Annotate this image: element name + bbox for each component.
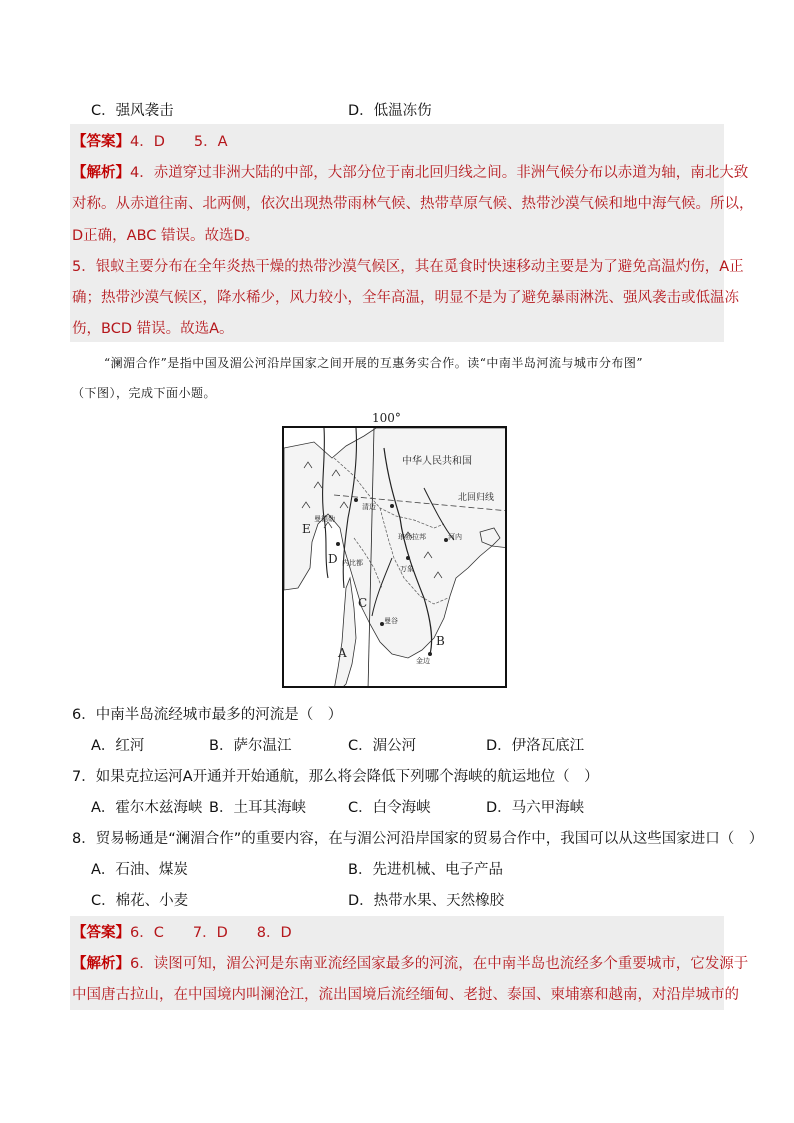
map-letter-b: B bbox=[436, 634, 445, 648]
city-label: 曼谷 bbox=[384, 617, 398, 625]
q6-option-c: C．湄公河 bbox=[348, 738, 417, 754]
city-label: 金边 bbox=[416, 657, 430, 665]
analysis-line: 对称。从赤道往南、北两侧，依次出现热带雨林气候、热带草原气候、热带沙漠气候和地中海气候。所以， bbox=[72, 196, 754, 212]
q8-option-a: A．石油、煤炭 bbox=[91, 862, 188, 878]
tropic-label: 北回归线 bbox=[458, 493, 495, 503]
city-label: 曼德勒 bbox=[314, 515, 335, 523]
q8-option-c: C．棉花、小麦 bbox=[91, 893, 189, 909]
analysis-tag: 【解析】 bbox=[72, 956, 130, 972]
longitude-label: 100° bbox=[372, 411, 401, 425]
analysis-line: 5．银蚁主要分布在全年炎热干燥的热带沙漠气候区，其在觅食时快速移动主要是为了避免高温灼伤，A正 bbox=[72, 259, 744, 275]
q7-option-b: B．土耳其海峡 bbox=[209, 800, 306, 816]
question-7-stem: 7．如果克拉运河A开通并开始通航，那么将会降低下列哪个海峡的航运地位（ ） bbox=[72, 769, 599, 785]
map-letter-d: D bbox=[328, 552, 338, 566]
city-label: 清迈 bbox=[362, 503, 376, 511]
analysis-line: 【解析】6．读图可知，湄公河是东南亚流经国家最多的河流，在中南半岛也流经多个重要城市，它发源于 bbox=[72, 956, 749, 972]
map-letter-a: A bbox=[338, 646, 347, 660]
intro-line-2: （下图），完成下面小题。 bbox=[72, 386, 217, 400]
q8-option-d: D．热带水果、天然橡胶 bbox=[348, 893, 505, 909]
analysis-line: 中国唐古拉山，在中国境内叫澜沧江，流出国境后流经缅甸、老挝、泰国、柬埔寨和越南，对沿岸城市的 bbox=[72, 987, 739, 1003]
answer-line-2 bbox=[72, 923, 292, 943]
q7-option-a: A．霍尔木兹海峡 bbox=[91, 800, 203, 816]
q7-option-c: C．白令海峡 bbox=[348, 800, 431, 816]
q6-option-b: B．萨尔温江 bbox=[209, 738, 292, 754]
answer-tag: 【答案】 bbox=[72, 925, 130, 941]
analysis-line: 伤，BCD 错误。故选A。 bbox=[72, 321, 234, 337]
q6-option-a: A．红河 bbox=[91, 738, 145, 754]
map-letter-e: E bbox=[302, 522, 311, 536]
map-letter-c: C bbox=[358, 596, 368, 610]
question-6-stem: 6．中南半岛流经城市最多的河流是（ ） bbox=[72, 707, 343, 723]
analysis-tag: 【解析】 bbox=[72, 165, 130, 181]
q8-option-b: B．先进机械、电子产品 bbox=[348, 862, 503, 878]
q7-option-d: D．马六甲海峡 bbox=[486, 800, 585, 816]
intro-line-1: “澜湄合作”是指中国及湄公河沿岸国家之间开展的互惠务实合作。读“中南半岛河流与城市分布图” bbox=[104, 356, 644, 370]
analysis-line: 确；热带沙漠气候区，降水稀少，风力较小，全年高温，明显不是为了避免暴雨淋洗、强风袭击或低温冻 bbox=[72, 290, 739, 306]
city-label: 内比都 bbox=[342, 559, 363, 567]
prev-option-d: D．低温冻伤 bbox=[348, 103, 432, 119]
city-label: 琅勃拉邦 bbox=[398, 533, 426, 541]
analysis-line: 【解析】4．赤道穿过非洲大陆的中部，大部分位于南北回归线之间。非洲气候分布以赤道为轴，南北大致 bbox=[72, 165, 749, 181]
map-drawing bbox=[284, 428, 507, 688]
city-label: 万象 bbox=[400, 565, 414, 573]
answer-tag: 【答案】 bbox=[72, 134, 130, 150]
answer-text: 4．D 5．A bbox=[130, 134, 228, 150]
answer-text: 6．C 7．D 8．D bbox=[130, 925, 292, 941]
country-label-china: 中华人民共和国 bbox=[402, 456, 472, 467]
indochina-map bbox=[282, 426, 507, 688]
prev-option-c: C．强风袭击 bbox=[91, 103, 174, 119]
analysis-line: D正确，ABC 错误。故选D。 bbox=[72, 228, 260, 244]
question-8-stem: 8．贸易畅通是“澜湄合作”的重要内容，在与湄公河沿岸国家的贸易合作中，我国可以从这些国家进口（ ） bbox=[72, 831, 764, 847]
q6-option-d: D．伊洛瓦底江 bbox=[486, 738, 585, 754]
city-label: 河内 bbox=[448, 533, 462, 541]
answer-line-1 bbox=[72, 132, 228, 152]
